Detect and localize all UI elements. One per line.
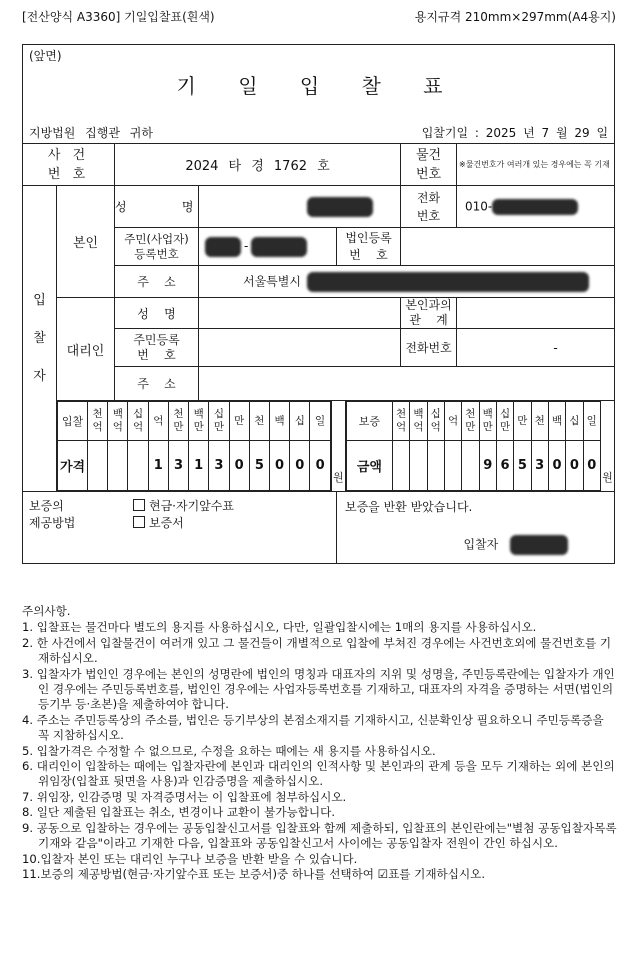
- address-field[interactable]: [199, 266, 615, 298]
- bid-won: 원: [333, 471, 344, 484]
- form-title: 기 일 입 찰 표: [23, 66, 615, 109]
- bidder-sign-label: 입찰자: [463, 537, 499, 552]
- digit-header-11: 일: [583, 402, 600, 441]
- bid-price-table: [57, 401, 331, 491]
- digit-header-5: 백만: [479, 402, 496, 441]
- digit-header-6: 십만: [209, 402, 229, 441]
- digit-cell-7[interactable]: 5: [514, 441, 531, 491]
- relation-label: 본인과의 관 계: [401, 298, 457, 329]
- checkbox-bond[interactable]: [133, 516, 145, 528]
- digit-cell-2[interactable]: [427, 441, 444, 491]
- agent-phone-value[interactable]: -: [457, 329, 615, 367]
- agent-phone-label: 전화번호: [401, 329, 457, 367]
- digit-header-8: 천: [531, 402, 548, 441]
- digit-cell-4[interactable]: [462, 441, 479, 491]
- bidder-label: 입 찰 자: [23, 186, 57, 492]
- agent-name-label: 성 명: [115, 298, 199, 329]
- bid-form-table: [22, 44, 615, 564]
- digit-cell-1[interactable]: [410, 441, 427, 491]
- form-header: [22, 8, 616, 26]
- agent-address-label: 주 소: [115, 367, 199, 401]
- note-item: 2. 한 사건에서 입찰물건이 여러개 있고 그 물건들이 개별적으로 입찰에 부쳐진 경우에는 사건번호외에 물건번호를 기재하십시오.: [22, 635, 612, 666]
- redacted-signature: [510, 535, 568, 555]
- bid-price-block: [57, 401, 332, 491]
- digit-cell-11[interactable]: 0: [310, 441, 330, 491]
- digit-cell-9[interactable]: 0: [269, 441, 289, 491]
- note-item: 8. 일단 제출된 입찰표는 취소, 변경이나 교환이 불가능합니다.: [22, 805, 336, 820]
- agent-address-field[interactable]: [199, 367, 615, 401]
- digit-cell-0[interactable]: [392, 441, 409, 491]
- digit-cell-2[interactable]: [128, 441, 148, 491]
- redacted-resident-1: [205, 237, 241, 257]
- bid-price-label: 입찰: [58, 402, 88, 441]
- digit-header-8: 천: [249, 402, 269, 441]
- digit-header-4: 천만: [462, 402, 479, 441]
- redacted-phone: [492, 199, 578, 215]
- redacted-name: [307, 197, 373, 217]
- digit-header-7: 만: [514, 402, 531, 441]
- digit-header-6: 십만: [496, 402, 513, 441]
- digit-header-0: 천억: [392, 402, 409, 441]
- deposit-option-bond[interactable]: [133, 515, 234, 532]
- digit-cell-8[interactable]: 3: [531, 441, 548, 491]
- item-no-note[interactable]: ※물건번호가 여러개 있는 경우에는 꼭 기재: [457, 144, 615, 186]
- deposit-label: 보증: [346, 402, 392, 441]
- addressee: 지방법원 집행관 귀하: [29, 125, 153, 140]
- form-code: [전산양식 A3360] 기일입찰표(흰색): [22, 10, 215, 24]
- deposit-block: [345, 401, 601, 491]
- note-item: 7. 위임장, 인감증명 및 자격증명서는 이 입찰표에 첨부하십시오.: [22, 789, 347, 804]
- relation-field[interactable]: [457, 298, 615, 329]
- digit-cell-10[interactable]: 0: [566, 441, 583, 491]
- digit-cell-3[interactable]: 1: [148, 441, 168, 491]
- resident-no-label: 주민(사업자) 등록번호: [115, 228, 199, 266]
- case-no-label: 사 건 번 호: [23, 144, 115, 186]
- phone-label: 전화 번호: [401, 186, 457, 228]
- deposit-table: [346, 401, 601, 491]
- notes-list: [22, 620, 618, 882]
- item-no-label: 물건 번호: [401, 144, 457, 186]
- note-item: 5. 입찰가격은 수정할 수 없으므로, 수정을 요하는 때에는 새 용지를 사용하십시오.: [22, 743, 436, 758]
- redacted-resident-2: [251, 237, 307, 257]
- note-item: 6. 대리인이 입찰하는 때에는 입찰자란에 본인과 대리인의 인적사항 및 본인과의 관계 등을 모두 기재하는 외에 본인의 위임장(입찰표 뒷면을 사용)과 인감증명을 제출하십시오.: [22, 759, 615, 789]
- digit-cell-4[interactable]: 3: [168, 441, 188, 491]
- digit-cell-11[interactable]: 0: [583, 441, 600, 491]
- notes-section: [22, 604, 618, 882]
- deposit-label-2: 금액: [346, 441, 392, 491]
- note-item: 9. 공동으로 입찰하는 경우에는 공동입찰신고서를 입찰표와 함께 제출하되, 입찰표의 본인란에는"별첨 공동입찰자목록 기재와 같음"이라고 기재한 다음, 입찰표와 공동입찰신고서 사이에는 공동입찰자 전원이 간인 하십시오.: [22, 820, 617, 851]
- digit-cell-1[interactable]: [108, 441, 128, 491]
- bidder-sign[interactable]: [463, 535, 568, 555]
- principal-label: 본인: [57, 186, 115, 298]
- name-label: 성 명: [115, 186, 199, 228]
- digit-header-1: 백억: [410, 402, 427, 441]
- bid-date: 입찰기일 : 2025 년 7 월 29 일: [421, 125, 609, 140]
- principal-name-field[interactable]: [199, 186, 401, 228]
- digit-header-4: 천만: [168, 402, 188, 441]
- address-label: 주 소: [115, 266, 199, 298]
- agent-resident-label: 주민등록 번 호: [115, 329, 199, 367]
- digit-cell-8[interactable]: 5: [249, 441, 269, 491]
- returned-text: 보증을 반환 받았습니다.: [345, 500, 473, 514]
- digit-header-9: 백: [548, 402, 565, 441]
- deposit-option-cash-label: 현금·자기앞수표: [149, 499, 234, 513]
- deposit-option-cash[interactable]: [133, 498, 234, 515]
- agent-label: 대리인: [57, 298, 115, 401]
- redacted-address: [307, 272, 589, 292]
- deposit-method-label: 보증의 제공방법: [29, 499, 76, 530]
- digit-header-10: 십: [566, 402, 583, 441]
- phone-field[interactable]: [457, 186, 615, 228]
- note-item: 11.보증의 제공방법(현금·자기앞수표 또는 보증서)중 하나를 선택하여 ☑표를 기재하십시오.: [22, 866, 486, 881]
- note-item: 4. 주소는 주민등록상의 주소를, 법인은 등기부상의 본점소재지를 기재하시고, 신분확인상 필요하오니 주민등록증을 꼭 지참하십시오.: [22, 712, 604, 743]
- note-item: 3. 입찰자가 법인인 경우에는 본인의 성명란에 법인의 명칭과 대표자의 지위 및 성명을, 주민등록란에는 입찰자가 개인인 경우에는 주민등록번호를, 법인인 경우에는 사업자등록번호를 기재하고, 대표자의 자격을 증명하는 서면(법인의 등기부 등·초본)을 제출하여야 합니다.: [22, 666, 615, 712]
- digit-header-7: 만: [229, 402, 249, 441]
- digit-cell-10[interactable]: 0: [290, 441, 310, 491]
- digit-header-2: 십억: [427, 402, 444, 441]
- digit-header-11: 일: [310, 402, 330, 441]
- note-item: 1. 입찰표는 물건마다 별도의 용지를 사용하십시오, 다만, 일괄입찰시에는 1매의 용지를 사용하십시오.: [22, 620, 537, 635]
- digit-cell-5[interactable]: 1: [189, 441, 209, 491]
- agent-name-field[interactable]: [199, 298, 401, 329]
- phone-value: 010-: [465, 199, 493, 213]
- digit-cell-3[interactable]: [444, 441, 461, 491]
- bid-price-label-2: 가격: [58, 441, 88, 491]
- digit-header-2: 십억: [128, 402, 148, 441]
- digit-header-10: 십: [290, 402, 310, 441]
- corp-no-field[interactable]: [401, 228, 615, 266]
- digit-cell-9[interactable]: 0: [548, 441, 565, 491]
- address-value: 서울특별시: [243, 274, 301, 288]
- digit-cell-6[interactable]: 3: [209, 441, 229, 491]
- digit-cell-0[interactable]: [88, 441, 108, 491]
- deposit-won: 원: [602, 471, 613, 484]
- agent-resident-field[interactable]: [199, 329, 401, 367]
- digit-cell-7[interactable]: 0: [229, 441, 249, 491]
- paper-spec: 용지규격 210mm×297mm(A4용지): [414, 10, 616, 24]
- notes-title: 주의사항.: [22, 604, 71, 618]
- digit-cell-6[interactable]: 6: [496, 441, 513, 491]
- deposit-option-bond-label: 보증서: [149, 516, 184, 530]
- digit-header-1: 백억: [108, 402, 128, 441]
- digit-header-9: 백: [269, 402, 289, 441]
- corp-no-label: 법인등록 번 호: [337, 228, 401, 266]
- resident-no-field[interactable]: -: [199, 228, 337, 266]
- note-item: 10.입찰자 본인 또는 대리인 누구나 보증을 반환 받을 수 있습니다.: [22, 851, 358, 866]
- digit-header-3: 억: [148, 402, 168, 441]
- digit-cell-5[interactable]: 9: [479, 441, 496, 491]
- front-label: (앞면): [23, 45, 615, 67]
- digit-header-5: 백만: [189, 402, 209, 441]
- case-no-value[interactable]: 2024 타 경 1762 호: [115, 144, 401, 186]
- checkbox-cash[interactable]: [133, 499, 145, 511]
- digit-header-0: 천억: [88, 402, 108, 441]
- digit-header-3: 억: [444, 402, 461, 441]
